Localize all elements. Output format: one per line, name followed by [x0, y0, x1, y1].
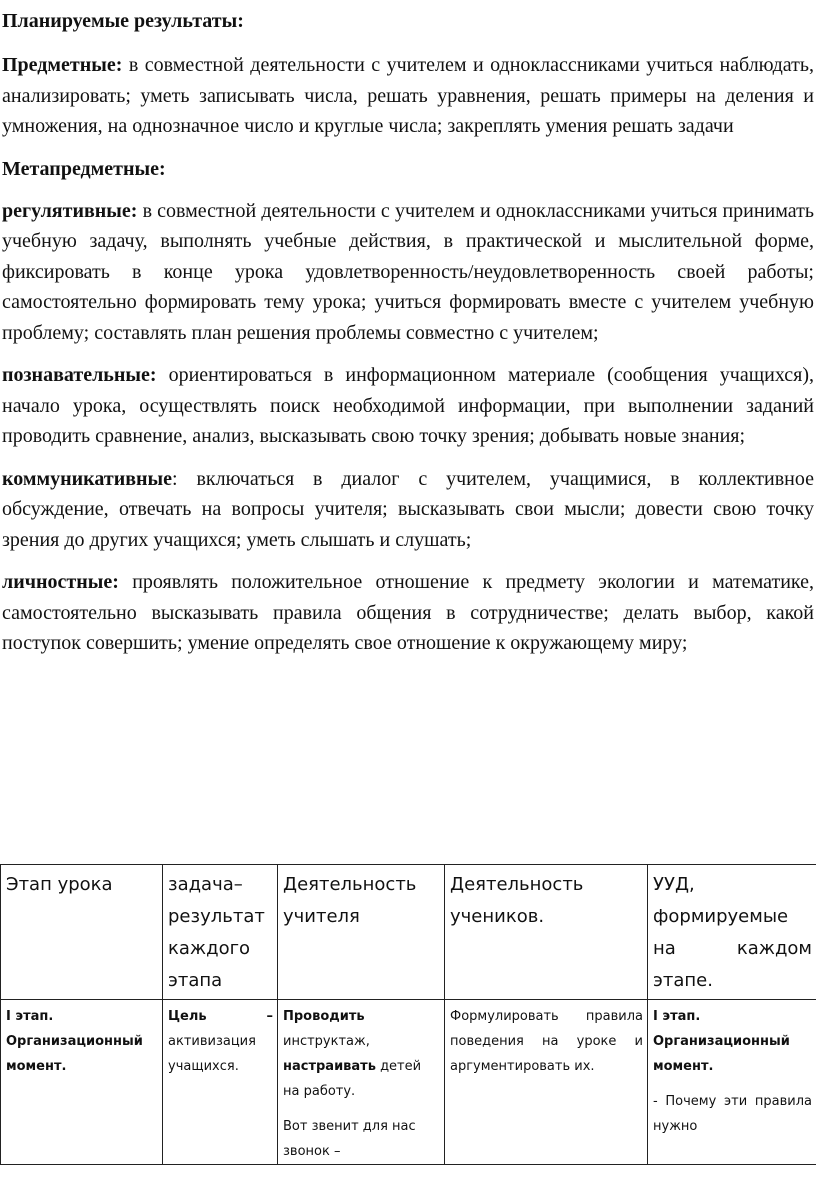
lesson-stages-table — [0, 864, 816, 1165]
regulative-label: регулятивные: — [2, 199, 138, 222]
page-title: Планируемые результаты: — [2, 10, 244, 32]
header-students: Деятельность учеников. — [445, 865, 648, 1000]
subject-results-paragraph — [2, 50, 814, 142]
cell-uud — [648, 1000, 816, 1165]
uud-title: I этап. Организационный момент. — [653, 1009, 790, 1074]
cell-students: Формулировать правила поведения на уроке и аргументировать их. — [445, 1000, 648, 1165]
communicative-text: : включаться в диалог с учителем, учащимися, в коллективное обсуждение, отвечать на вопросы учителя; высказывать свои мысли; довести свою точку зрения до других учащихся; уметь слышать и слушать; — [2, 467, 814, 551]
table-row — [1, 1000, 816, 1165]
communicative-paragraph — [2, 464, 814, 556]
cell-teacher — [278, 1000, 445, 1165]
header-teacher: Деятельность учителя — [278, 865, 445, 1000]
header-uud: УУД, формируемые на каждом этапе. — [648, 865, 816, 1000]
personal-label: личностные: — [2, 571, 119, 593]
header-stage: Этап урока — [1, 865, 163, 1000]
task-text: активизация учащихся. — [168, 1034, 256, 1074]
cognitive-label: познавательные: — [2, 364, 157, 386]
planned-results-section — [2, 0, 814, 671]
meta-title: Метапредметные: — [2, 157, 166, 180]
cognitive-text: ориентироваться в информационном материале (сообщения учащихся), начало урока, осуществлять поиск необходимой информации, при выполнении заданий проводить сравнение, анализ, высказывать свою точку зрения; добывать новые знания; — [2, 364, 814, 447]
communicative-label: коммуникативные — [2, 467, 173, 490]
regulative-text: в совместной деятельности с учителем и одноклассниками учиться принимать учебную задачу, выполнять учебные действия, в практической и мыслительной форме, фиксировать в конце урока удовлетворенность/неудовлетворенность своей работы; самостоятельно формировать тему урока; учиться формировать вместе с учителем учебную проблему; составлять план решения проблемы совместно с учителем; — [2, 199, 814, 344]
personal-text: проявлять положительное отношение к предмету экологии и математике, самостоятельно высказывать правила общения в сотрудничестве; делать выбор, какой поступок совершить; умение определять свое отношение к окружающему миру; — [2, 571, 814, 654]
table-header-row — [1, 865, 816, 1000]
teacher-bold-2: настраивать — [283, 1059, 376, 1074]
teacher-text-1: инструктаж, — [283, 1034, 370, 1049]
cognitive-paragraph — [2, 360, 814, 452]
stage-title: I этап. Организационный момент. — [6, 1009, 143, 1074]
teacher-bold-1: Проводить — [283, 1009, 365, 1024]
subject-label: Предметные: — [2, 54, 123, 76]
teacher-line-1 — [283, 1004, 440, 1054]
task-label: Цель – — [168, 1009, 273, 1024]
teacher-line-2 — [283, 1054, 440, 1104]
regulative-paragraph — [2, 196, 814, 349]
subject-text: в совместной деятельности с учителем и одноклассниками учиться наблюдать, анализировать; уметь записывать числа, решать уравнения, решать примеры на деления и умножения, на однозначное число и круглые числа; закреплять умения решать задачи — [2, 54, 814, 137]
cell-stage — [1, 1000, 163, 1165]
uud-text: - Почему эти правила нужно — [653, 1094, 812, 1134]
personal-paragraph — [2, 567, 814, 659]
cell-task — [163, 1000, 278, 1165]
teacher-text-3: Вот звенит для нас звонок – — [283, 1119, 416, 1159]
header-task: задача–результат каждого этапа — [163, 865, 278, 1000]
teacher-text-2: детей на работу. — [283, 1059, 422, 1099]
